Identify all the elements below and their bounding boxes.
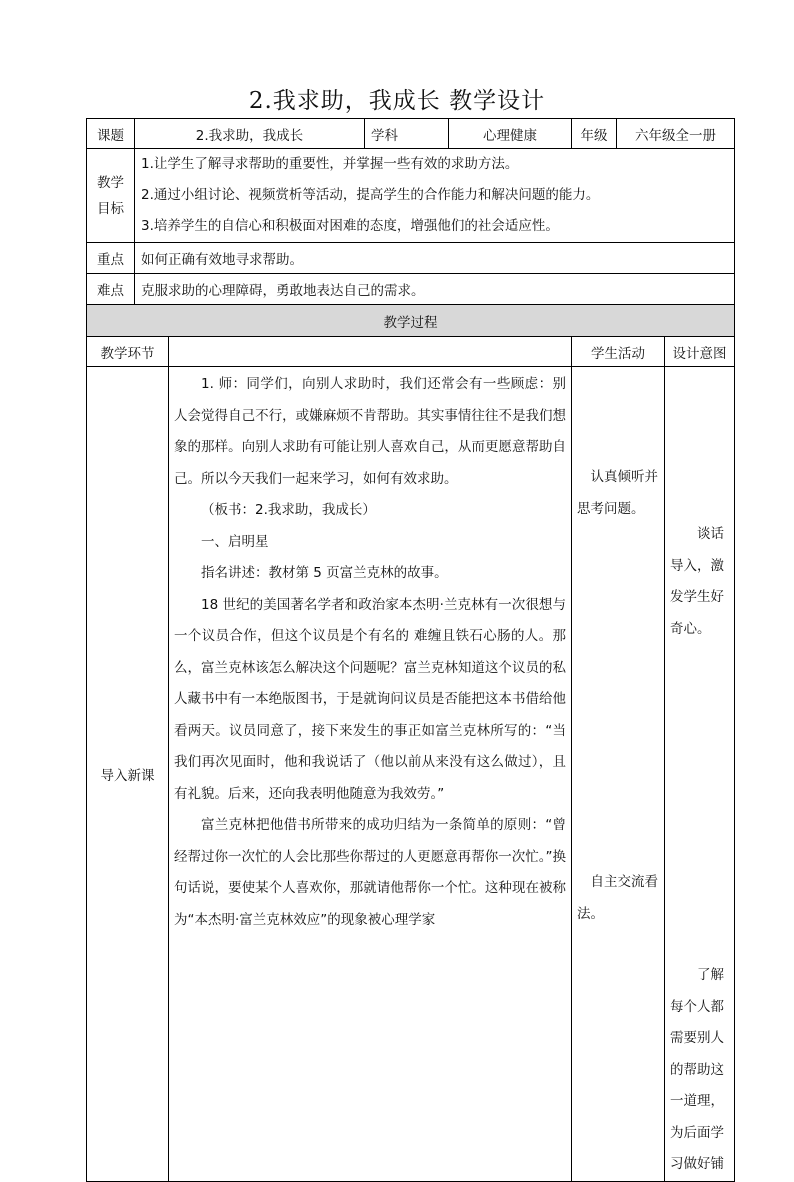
objectives-label: 教学目标 xyxy=(87,149,135,243)
difficulty-label: 难点 xyxy=(87,274,135,305)
subject-value: 心理健康 xyxy=(449,119,572,149)
key-point-value: 如何正确有效地寻求帮助。 xyxy=(135,243,735,274)
topic-value: 2.我求助，我成长 xyxy=(135,119,365,149)
process-paragraph: 指名讲述：教材第 5 页富兰克林的故事。 xyxy=(201,565,448,581)
grade-value: 六年级全一册 xyxy=(617,119,735,149)
col-intent-header: 设计意图 xyxy=(665,337,735,367)
objective-item: 2.通过小组讨论、视频赏析等活动，提高学生的合作能力和解决问题的能力。 xyxy=(141,187,600,203)
lesson-plan-table xyxy=(86,118,735,1182)
process-content xyxy=(169,367,572,1182)
process-paragraph: 一、启明星 xyxy=(201,533,269,550)
stage-cell: 导入新课 xyxy=(87,367,169,1182)
student-activity: 认真倾听并思考问题。 xyxy=(577,469,658,517)
col-student-header: 学生活动 xyxy=(572,337,665,367)
design-intent: 谈话导入，激发学生好奇心。 xyxy=(670,526,724,637)
objective-item: 1.让学生了解寻求帮助的重要性，并掌握一些有效的求助方法。 xyxy=(141,156,519,172)
student-activity-cell xyxy=(572,367,665,1182)
process-paragraph: 富兰克林把他借书所带来的成功归结为一条简单的原则：“曾经帮过你一次忙的人会比那些你帮过的人更愿意再帮你一次忙。”换句话说，要使某个人喜欢你，那就请他帮你一个忙。这种现在被称为“本杰明·富兰克林效应”的现象被心理学家 xyxy=(174,817,566,928)
difficulty-value: 克服求助的心理障碍，勇敢地表达自己的需求。 xyxy=(135,274,735,305)
objectives-list xyxy=(135,149,735,243)
page-title: 2.我求助，我成长 教学设计 xyxy=(248,88,546,114)
design-intent: 了解每个人都需要别人的帮助这一道理，为后面学习做好铺 xyxy=(670,967,724,1172)
student-activity: 自主交流看法。 xyxy=(577,874,658,922)
subject-label: 学科 xyxy=(365,119,449,149)
key-point-label: 重点 xyxy=(87,243,135,274)
process-paragraph: （板书：2.我求助，我成长） xyxy=(201,502,376,518)
grade-label: 年级 xyxy=(572,119,617,149)
design-intent-cell xyxy=(665,367,735,1182)
topic-label: 课题 xyxy=(87,119,135,149)
col-stage-header: 教学环节 xyxy=(87,337,169,367)
col-content-header xyxy=(169,337,572,367)
process-header: 教学过程 xyxy=(87,305,735,337)
process-paragraph: 1. 师：同学们，向别人求助时，我们还常会有一些顾虑：别人会觉得自己不行，或嫌麻烦不肯帮助。其实事情往往不是我们想象的那样。向别人求助有可能让别人喜欢自己，从而更愿意帮助自己。所以今天我们一起来学习，如何有效求助。 xyxy=(174,376,566,487)
objective-item: 3.培养学生的自信心和积极面对困难的态度，增强他们的社会适应性。 xyxy=(141,218,559,234)
process-paragraph: 18 世纪的美国著名学者和政治家本杰明·兰克林有一次很想与一个议员合作，但这个议员是个有名的 难缠且铁石心肠的人。那么，富兰克林该怎么解决这个问题呢？富兰克林知道这个议员的私人藏书中有一本绝版图书，于是就询问议员是否能把这本书借给他看两天。议员同意了，接下来发生的事正如富兰克林所写的：“当我们再次见面时，他和我说话了（他以前从来没有这么做过），且有礼貌。后来，还向我表明他随意为我效劳。” xyxy=(174,596,566,802)
